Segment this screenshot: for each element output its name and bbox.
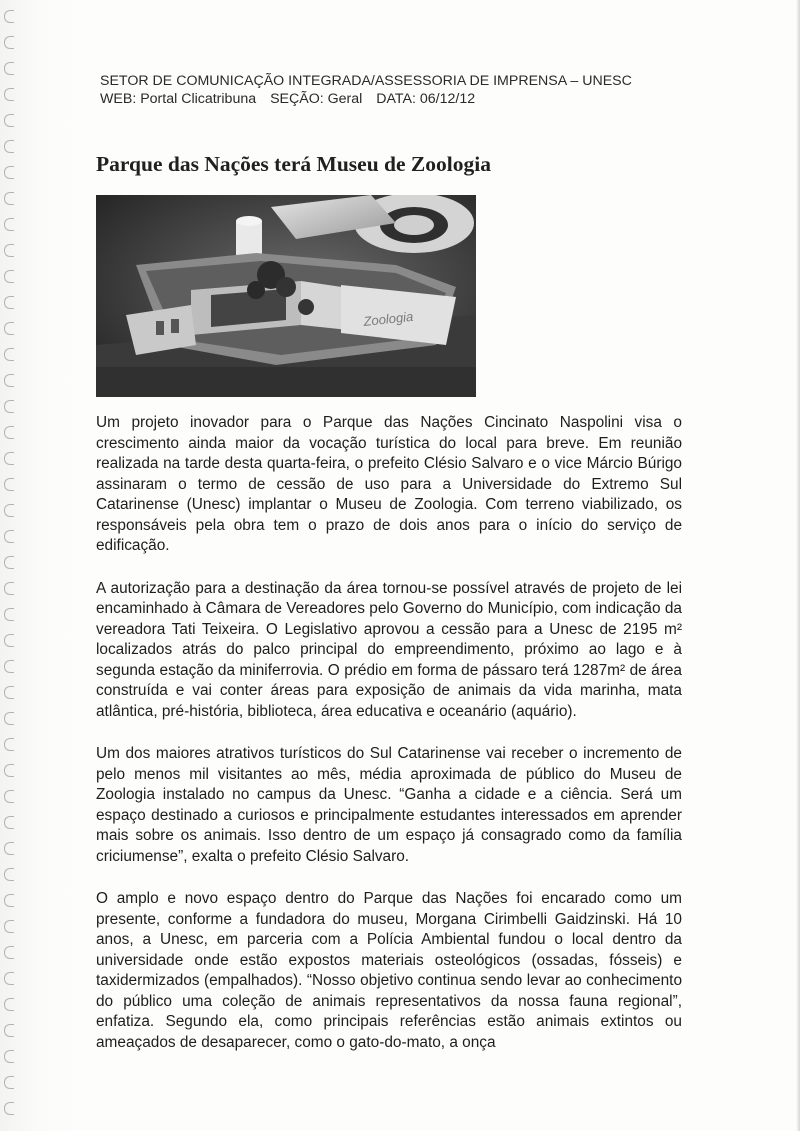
header-section: SEÇÃO: Geral (270, 91, 363, 107)
header-web: WEB: Portal Clicatribuna (100, 91, 257, 107)
article-body (96, 413, 682, 1075)
document-header (100, 72, 632, 108)
photo-sign-text: Zoologia (362, 308, 414, 329)
article-paragraph: Um projeto inovador para o Parque das Nações Cincinato Naspolini visa o crescimento ainda maior da vocação turística do local para breve. Em reunião realizada na tarde desta quarta-feira, o prefeito Clésio Salvaro e o vice Márcio Búrigo assinaram o termo de cessão de uso para a Universidade do Extremo Sul Catarinense (Unesc) implantar o Museu de Zoologia. Com terreno viabilizado, os responsáveis pela obra tem o prazo de dois anos para o início do serviço de edificação. (96, 414, 682, 554)
article-photo (96, 195, 476, 397)
header-date: DATA: 06/12/12 (376, 91, 476, 107)
article-paragraph: Um dos maiores atrativos turísticos do Sul Catarinense vai receber o incremento de pelo menos mil visitantes ao mês, média aproximada de público do Museu de Zoologia instalado no campus da Unesc. “Ganha a cidade e a ciência. Será um espaço destinado a curiosos e principalmente estudantes interessados em aprender mais sobre os animais. Isso dentro de um espaço já consagrado como da família criciumense”, exalta o prefeito Clésio Salvaro. (96, 745, 682, 865)
article-paragraph: A autorização para a destinação da área tornou-se possível através de projeto de lei encaminhado à Câmara de Vereadores pelo Governo do Município, com indicação da vereadora Tati Teixeira. O Legislativo aprovou a cessão para a Unesc de 2195 m² localizados atrás do palco principal do empreendimento, próximo ao lago e à segunda estação da miniferrovia. O prédio em forma de pássaro terá 1287m² de área construída e vai conter áreas para exposição de animais da vida marinha, mata atlântica, pré-história, biblioteca, área educativa e oceanário (aquário). (96, 579, 682, 720)
header-department: SETOR DE COMUNICAÇÃO INTEGRADA/ASSESSORIA DE IMPRENSA – UNESC (100, 73, 632, 89)
article-title: Parque das Nações terá Museu de Zoologia (96, 152, 491, 176)
article-paragraph: O amplo e novo espaço dentro do Parque das Nações foi encarado como um presente, conforme a fundadora do museu, Morgana Cirimbelli Gaidzinski. Há 10 anos, a Unesc, em parceria com a Polícia Ambiental fundou o local dentro da universidade onde estão expostos materiais osteológicos (ossadas, fósseis) e taxidermizados (empalhados). “Nosso objetivo continua sendo levar ao conhecimento do público uma coleção de animais representativos da nossa fauna regional”, enfatiza. Segundo ela, como principais referências estão animais extintos ou ameaçados de desaparecer, como o gato-do-mato, a onça (96, 890, 682, 1051)
page-edge-shadow (796, 0, 800, 1131)
header-meta (100, 90, 632, 108)
binder-holes (4, 10, 24, 1120)
